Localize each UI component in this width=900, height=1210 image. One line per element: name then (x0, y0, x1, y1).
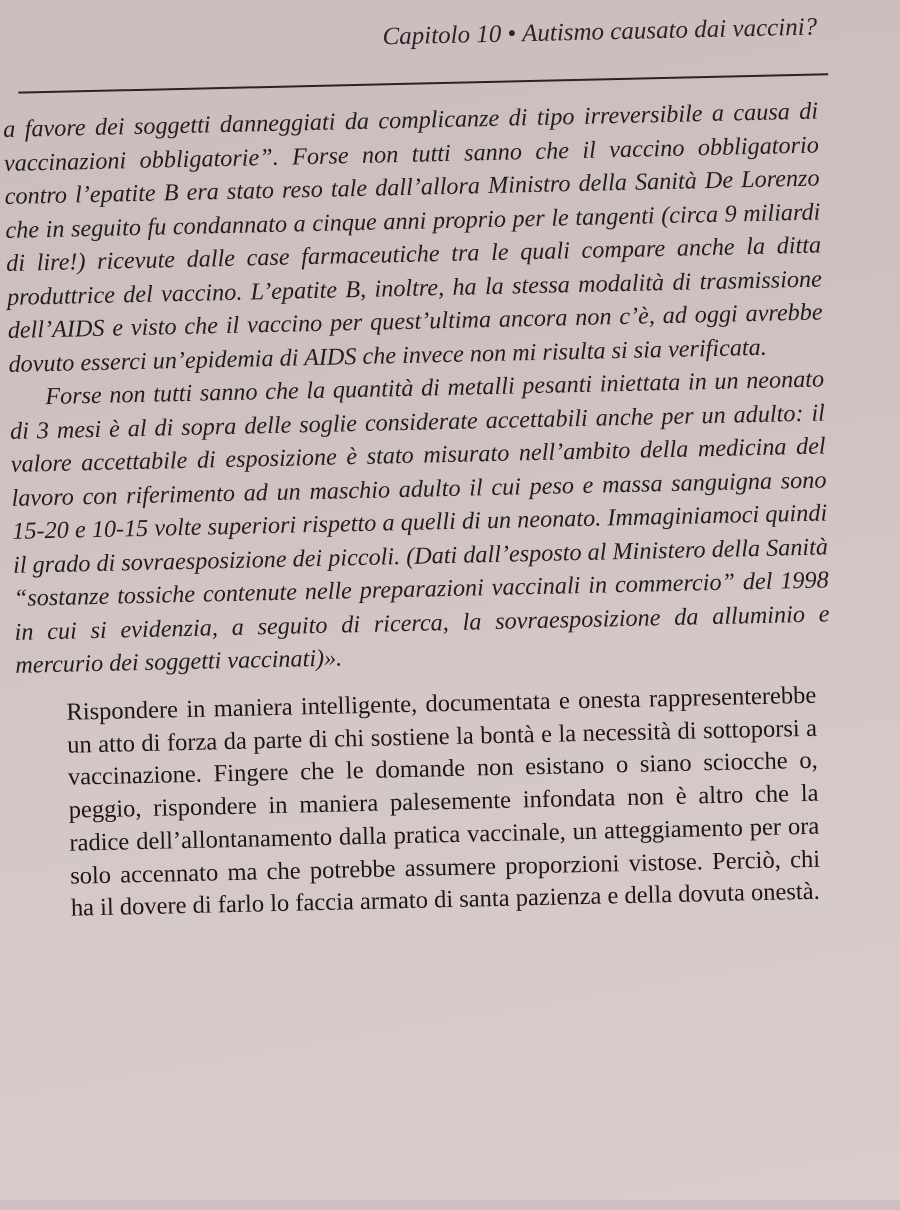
quote-paragraph-2: Forse non tutti sanno che la quantità di metalli pesanti iniettata in un neonato di 3 mesi è al di sopra delle soglie considerate accettabili anche per un adulto: il valore accettabile di esposizione è stato misurato nell’ambito della medicina del lavoro con riferimento ad un maschio adulto il cui peso e massa sanguigna sono 15-20 e 10-15 volte superiori rispetto a quelli di un neonato. Immaginiamoci quindi il grado di sovraesposizione dei piccoli. (Dati dall’esposto al Ministero della Sanità “sostanze tossiche contenute nelle preparazioni vaccinali in commercio” del 1998 in cui si evidenzia, a seguito di ricerca, la sovraesposizione da alluminio e mercurio dei soggetti vaccinati)». (9, 365, 830, 679)
header-bullet: • (507, 20, 517, 48)
running-head (382, 14, 817, 52)
header-rule (18, 73, 828, 93)
chapter-title: Autismo causato dai vaccini? (521, 13, 818, 48)
quote-paragraph-1: a favore dei soggetti danneggiati da complicanze di tipo irreversibile a causa di vaccinazioni obbligatorie”. Forse non tutti sanno che il vaccino obbligatorio contro l’epatite B era stato reso tale dall’allora Ministro della Sanità De Lorenzo che in seguito fu condannato a cinque anni proprio per le tangenti (circa 9 miliardi di lire!) ricevute dalle case farmaceutiche tra le quali compare anche la ditta produttrice del vaccino. L’epatite B, inoltre, ha la stessa modalità di trasmissione dell’AIDS e visto che il vaccino per quest’ultima ancora non c’è, ad oggi avrebbe dovuto esserci un’epidemia di AIDS che invece non mi risulta si sia verificata. (2, 97, 823, 378)
quoted-passage (3, 95, 831, 683)
chapter-number: Capitolo 10 (382, 20, 502, 51)
body-passage (66, 680, 821, 926)
body-paragraph-1: Rispondere in maniera intelligente, documentata e onesta rappresenterebbe un atto di forza da parte di chi sostiene la bontà e la necessità di sottoporsi a vaccinazione. Fingere che le domande non esistano o siano sciocche o, peggio, rispondere in maniera palesemente infondata non è altro che la radice dell’allontanamento dalla pratica vaccinale, un atteggiamento per ora solo accennato ma che potrebbe assumere proporzioni vistose. Perciò, chi ha il dovere di farlo lo faccia armato di santa pazienza e della dovuta onestà. (66, 681, 821, 922)
